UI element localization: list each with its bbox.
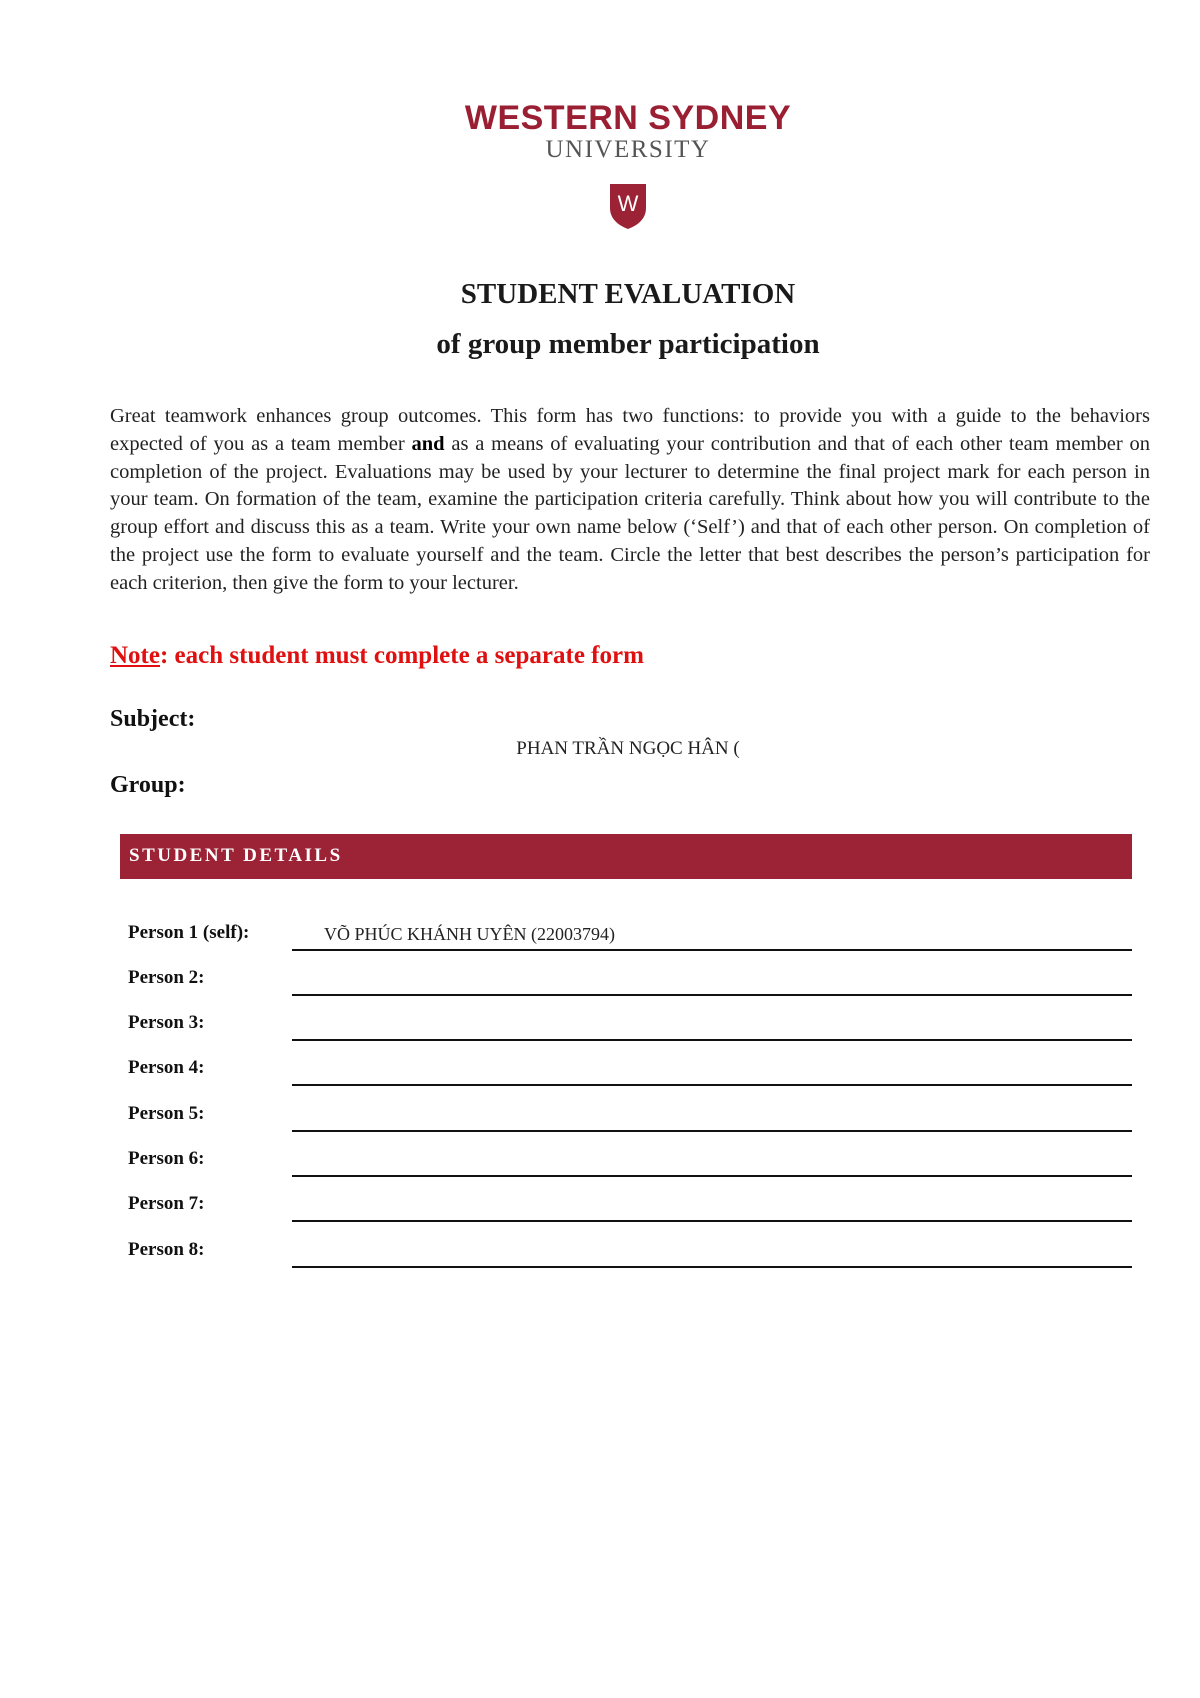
subject-label: Subject:: [110, 706, 196, 732]
person-row: [128, 918, 1132, 958]
person-underline[interactable]: [292, 949, 1132, 951]
logo-line-1: WESTERN SYDNEY: [464, 99, 792, 137]
intro-text-part-1: Great teamwork enhances group outcomes. This form has two functions: to provide you with a guide to the behaviors expected of you as a team member: [110, 405, 1150, 455]
person-row: [128, 1099, 1132, 1139]
university-logo: [0, 100, 1200, 230]
subject-value[interactable]: PHAN TRẦN NGỌC HÂN (: [516, 738, 740, 759]
note-text: : each student must complete a separate form: [159, 642, 644, 669]
intro-text-part-2: as a means of evaluating your contribution and that of each other team member on completion of the project. Evaluations may be used by your lecturer to determine the final project mark for each person in your team. On formation of the team, examine the participation criteria carefully. Think about how you will contribute to the group effort and discuss this as a team. Write your own name below (‘Self’) and that of each other person. On completion of the project use the form to evaluate yourself and the team. Circle the letter that best describes the person’s participation for each criterion, then give the form to your lecturer.: [110, 432, 1150, 594]
person-underline[interactable]: [292, 1084, 1132, 1086]
person-label: Person 3:: [128, 1012, 205, 1033]
person-label: Person 4:: [128, 1057, 205, 1078]
page-title: STUDENT EVALUATION: [460, 278, 796, 310]
person-underline[interactable]: [292, 1175, 1132, 1177]
person-label: Person 8:: [128, 1239, 205, 1260]
person-label: Person 6:: [128, 1148, 205, 1169]
group-label: Group:: [110, 772, 186, 798]
intro-paragraph: [110, 403, 1150, 598]
person-row: [128, 1144, 1132, 1184]
page-subtitle: of group member participation: [436, 328, 820, 360]
shield-icon: [608, 182, 648, 230]
person-underline[interactable]: [292, 1266, 1132, 1268]
person-label: Person 2:: [128, 967, 205, 988]
person-row: [128, 1008, 1132, 1048]
person-label: Person 5:: [128, 1103, 205, 1124]
person-name-field[interactable]: VÕ PHÚC KHÁNH UYÊN (22003794): [324, 924, 615, 944]
person-label: Person 7:: [128, 1193, 205, 1214]
intro-bold-word: and: [411, 432, 445, 455]
student-details-header: [120, 834, 1132, 879]
person-row: [128, 1189, 1132, 1229]
note-line: [110, 642, 644, 670]
person-underline[interactable]: [292, 1220, 1132, 1222]
person-underline[interactable]: [292, 1130, 1132, 1132]
person-row: [128, 1235, 1132, 1275]
shield-letter: W: [617, 191, 639, 216]
person-underline[interactable]: [292, 994, 1132, 996]
person-row: [128, 1053, 1132, 1093]
logo-line-2: UNIVERSITY: [545, 136, 711, 163]
student-details-title: STUDENT DETAILS: [129, 845, 343, 866]
person-underline[interactable]: [292, 1039, 1132, 1041]
person-row: [128, 963, 1132, 1003]
note-label: Note: [110, 642, 160, 669]
person-label: Person 1 (self):: [128, 922, 250, 943]
